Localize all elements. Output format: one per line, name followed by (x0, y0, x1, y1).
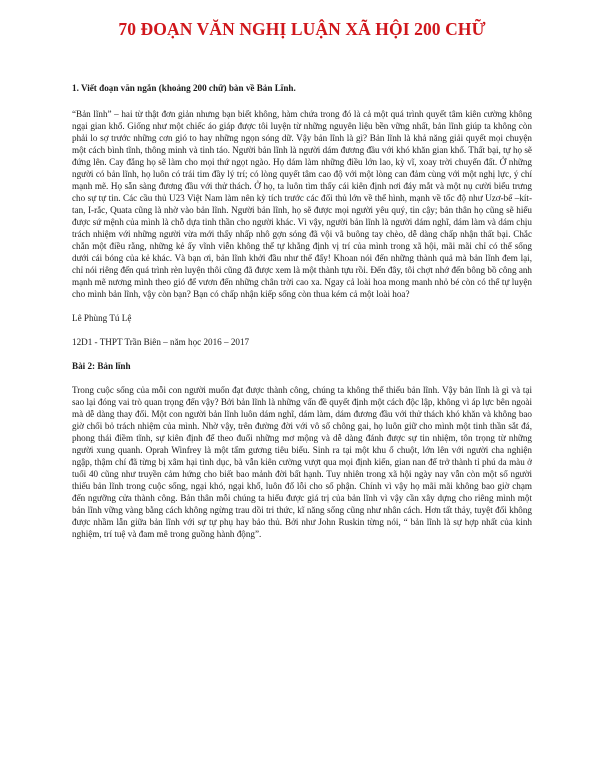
section2-paragraph: Trong cuộc sống của mỗi con người muốn đạt được thành công, chúng ta không thể thiếu bản lĩnh. Vậy bản lĩnh là gì và tại sao lại đóng vai trò quan trọng đến vậy? Bởi bản lĩnh là những vấn đề quyết định một cách độc lập, không vì áp lực bên ngoài mà dễ dàng thay đổi. Một con người bản lĩnh luôn dám nghĩ, dám làm, dám đương đầu với thử thách khó khăn và không bao giờ chối bỏ trách nhiệm của mình. Nhờ vậy, trên đường đời với vô số chông gai, họ luôn giữ cho mình một tinh thần sắt đá, phong thái điềm tĩnh, sự kiên định để theo đuổi những mơ mộng và dễ dàng đánh được sự tin nhiệm, tôn trọng từ những người xung quanh. Oprah Winfrey là một tấm gương tiêu biểu. Sinh ra tại một khu ổ chuột, lớn lên với người cha nghiện ngập, thậm chí đã từng bị xâm hại tình dục, bà vẫn kiên cường vượt qua mọi định kiến, gian nan để trở thành tỉ phú da màu ở tuổi 40 cũng như truyền cảm hứng cho biết bao mảnh đời bất hạnh. Tuy nhiên trong xã hội ngày nay vẫn còn một số người thiếu bản lĩnh trong cuộc sống, ngại khó, ngại khổ, luôn đổ lỗi cho số phận. Chính vì vậy họ mãi mãi không bao giờ chạm đến ngưỡng cửa thành công. Bản thân mỗi chúng ta hiểu được giá trị của bản lĩnh vì vậy cần xây dựng cho riêng mình một bản lĩnh vững vàng bằng cách không ngừng trau dồi tri thức, kĩ năng sống cũng như nhân cách. Hơn tất thảy, tuyệt đối không được nhầm lẫn giữa bản lĩnh với sự tự phụ hay bảo thủ. Bởi như John Ruskin từng nói, “ bản lĩnh là sự hợp nhất của kinh nghiệm, trí tuệ và đam mê trong guồng hành động”. (72, 385, 532, 539)
section2-heading: Bài 2: Bản lĩnh (72, 361, 131, 371)
spacer (72, 300, 532, 312)
spacer (72, 324, 532, 336)
author-name: Lê Phùng Tú Lệ (72, 313, 132, 323)
document-title: 70 ĐOẠN VĂN NGHỊ LUẬN XÃ HỘI 200 CHỮ (118, 19, 486, 39)
section1-paragraph: “Bản lĩnh” – hai từ thật đơn giản nhưng bạn biết không, hàm chứa trong đó là cả một quá trình quyết tâm kiên cường không ngại gian khổ. Giống như một chiếc áo giáp được tôi luyện từ những nguyên liệu bền vững nhất, bản lĩnh giúp ta không còn phải lo sợ trước những cơn gió to hay những ngọn sóng dữ. Vậy bản lĩnh là gì? Bản lĩnh là khả năng giải quyết mọi chuyện một cách bình tĩnh, thông minh và tinh táo. Người bản lĩnh là người dám đương đầu với khó khăn gian khổ. Thất bại, tự họ sẽ đứng lên. Cay đắng họ sẽ làm cho mọi thứ ngọt ngào. Họ dám làm những điều lớn lao, kỳ vĩ, xoay trời chuyển đất. Ở những người có bản lĩnh, họ luôn có trái tim đầy lý trí; có lòng quyết tâm cao độ với một lòng can đảm cùng với một nghị lực, ý chí mạnh mẽ. Họ sẵn sàng đương đầu với thử thách. Ở họ, ta luôn tìm thấy cái kiên định nơi đáy mắt và một nụ cười biểu trưng cho sự tự tin. Các cầu thủ U23 Việt Nam làm nên kỳ tích trước các đối thủ lớn về thể hình, mạnh về tốc độ như Uzơ-bế –kít- tan, I-rắc, Quata cũng là nhờ vào bản lĩnh. Người bản lĩnh, họ sẽ được mọi người yêu quý, tin cậy; bản thân họ cũng sẽ hiểu được sứ mệnh của mình là chỗ dựa tinh thần cho người khác. Vì vậy, người bản lĩnh là người dám nghĩ, dám làm và dám chịu trách nhiệm với những người vừa mới thấy nhấp nhô gợn sóng đã vội vã buông tay chèo, dễ dàng chấp nhận thất bại. Chắc chắn một điều rằng, những kẻ ấy vĩnh viễn không thể tự khẳng định vị trí của mình trong xã hội, mãi mãi chỉ có thể sống dưới cái bóng của kẻ khác. Và bạn ơi, bản lĩnh khởi đầu như thế đấy! Khoan nói đến những thành quả mà bản lĩnh đem lại, chỉ nói riêng đến quá trình rèn luyện thôi cũng đã được xem là một thành tựu rồi. Đến đây, tôi chợt nhớ đến bông bồ công anh mạnh mẽ nương mình theo gió để vươn đến những chân trời cao xa. Ngay cả loài hoa mong manh nhỏ bé còn có thể tự luyện cho mình bản lĩnh, vậy còn bạn? Bạn có chấp nhận kiếp sống còn thua kém cả một loài hoa? (72, 109, 532, 299)
section1-heading: 1. Viết đoạn văn ngắn (khoảng 200 chữ) bàn về Bản Lĩnh. (72, 83, 296, 93)
spacer (72, 348, 532, 360)
school-info: 12D1 - THPT Trần Biên – năm học 2016 – 2017 (72, 337, 250, 347)
